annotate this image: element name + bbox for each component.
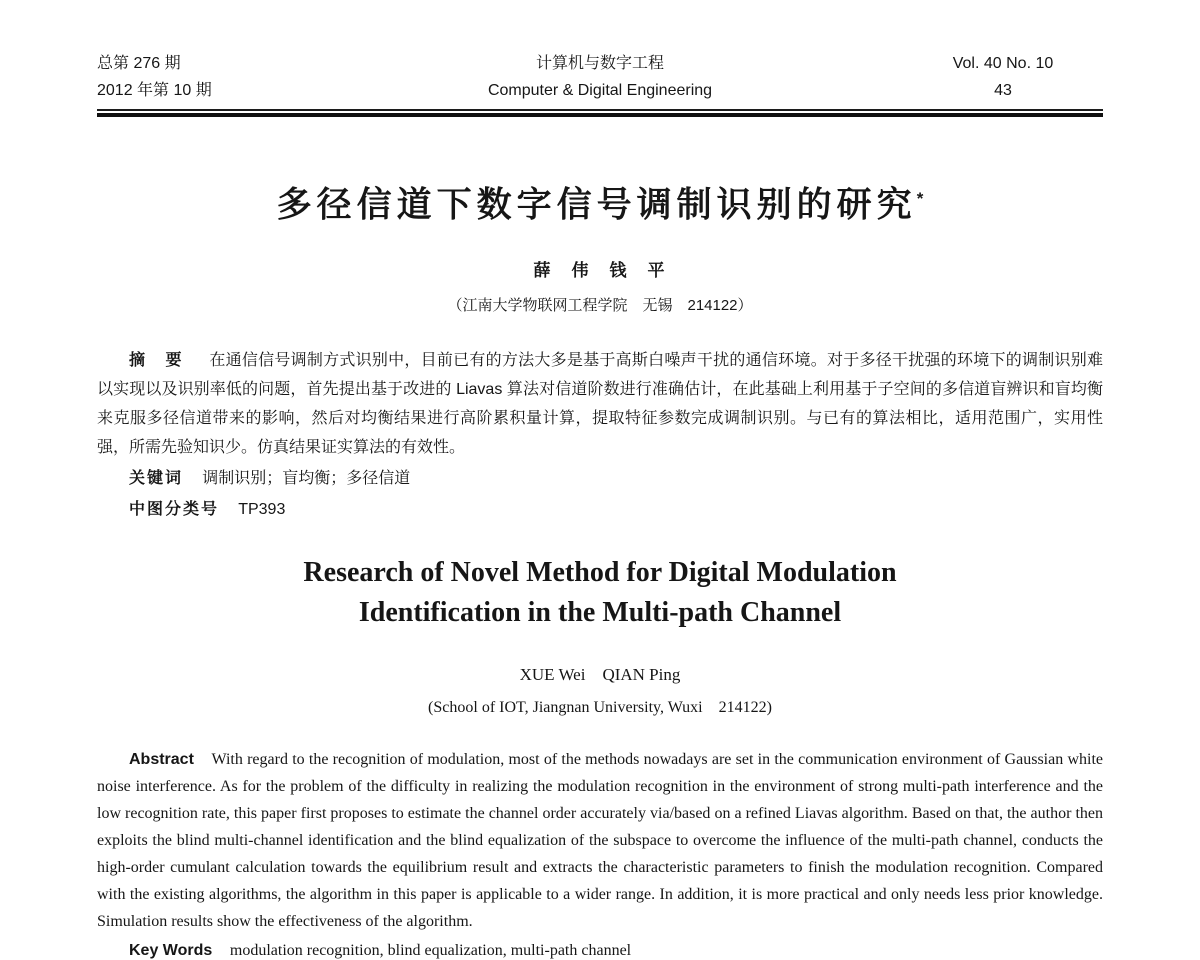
issue-total: 总第 276 期 [97, 55, 181, 72]
clc-label: 中图分类号 [129, 500, 220, 518]
abstract-cn [97, 346, 1103, 462]
keywords-cn-label: 关键词 [129, 469, 184, 487]
abstract-en [97, 746, 1103, 935]
header-rule-thin-line [97, 109, 1103, 111]
article-title-en-line1: Research of Novel Method for Digital Modulation [303, 556, 897, 588]
affiliation-cn: （江南大学物联网工程学院 无锡 214122） [447, 296, 753, 314]
header-volume-block [903, 50, 1103, 104]
keywords-en-line [97, 937, 1103, 960]
abstract-en-text: With regard to the recognition of modulation, most of the methods nowadays are set in the communication environment of Gaussian white noise interference. As for the problem of the difficulty in realizing the modulation recognition in the environment of strong multi-path interference and the low recognition rate, this paper first proposes to estimate the channel order accurately via/based on a refined Liavas algorithm. Based on that, the author then exploits the blind multi-channel identification and the blind equalization of the subspace to overcome the influence of the multi-path channel, conducts the high-order cumulant calculation towards the equilibrium result and extracts the characteristic parameters to finish the modulation recognition. Compared with the existing algorithms, the algorithm in this paper is applicable to a wider range. In addition, it is more practical and only needs less prior knowledge. Simulation results show the effectiveness of the algorithm. [97, 750, 1103, 930]
affiliation-en: (School of IOT, Jiangnan University, Wuxi 214122) [428, 698, 772, 716]
header-journal-block [297, 50, 903, 104]
keywords-en-label: Key Words [129, 941, 213, 959]
abstract-cn-label: 摘 要 [129, 351, 184, 369]
clc-line [97, 496, 1103, 524]
authors-cn: 薛 伟 钱 平 [533, 260, 667, 280]
article-title-en-line2: Identification in the Multi-path Channel [358, 596, 842, 628]
abstract-en-label: Abstract [129, 750, 194, 768]
keywords-cn-line [97, 465, 1103, 493]
title-footnote-marker: * [916, 189, 924, 208]
article-title-cn-text: 多径信道下数字信号调制识别的研究 [276, 185, 917, 225]
header-issue-block [97, 50, 297, 104]
article-title-cn [97, 179, 1103, 226]
header-rule [97, 109, 1103, 117]
issue-year: 2012 年第 10 期 [97, 82, 212, 99]
journal-header [97, 50, 1103, 104]
clc-value: TP393 [238, 500, 286, 518]
journal-title-cn: 计算机与数字工程 [535, 55, 664, 72]
authors-en: XUE Wei QIAN Ping [519, 664, 681, 684]
page-number: 43 [994, 82, 1012, 99]
article-title-en [97, 553, 1103, 633]
abstract-cn-text: 在通信信号调制方式识别中，目前已有的方法大多是基于高斯白噪声干扰的通信环境。对于多径干扰强的环境下的调制识别难以实现以及识别率低的问题，首先提出基于改进的 Liavas 算法对信道阶数进行准确估计，在此基础上利用基于子空间的多信道盲辨识和盲均衡来克服多径信道带来的影响，然后对均衡结果进行高阶累积量计算，提取特征参数完成调制识别。与已有的算法相比，适用范围广，实用性强，所需先验知识少。仿真结果证实算法的有效性。 [97, 351, 1103, 456]
journal-title-en: Computer & Digital Engineering [487, 82, 713, 99]
keywords-en-text: modulation recognition, blind equalization, multi-path channel [229, 941, 632, 959]
header-rule-thick-line [97, 113, 1103, 117]
keywords-cn-text: 调制识别；盲均衡；多径信道 [202, 469, 411, 487]
volume-number: Vol. 40 No. 10 [952, 55, 1054, 72]
